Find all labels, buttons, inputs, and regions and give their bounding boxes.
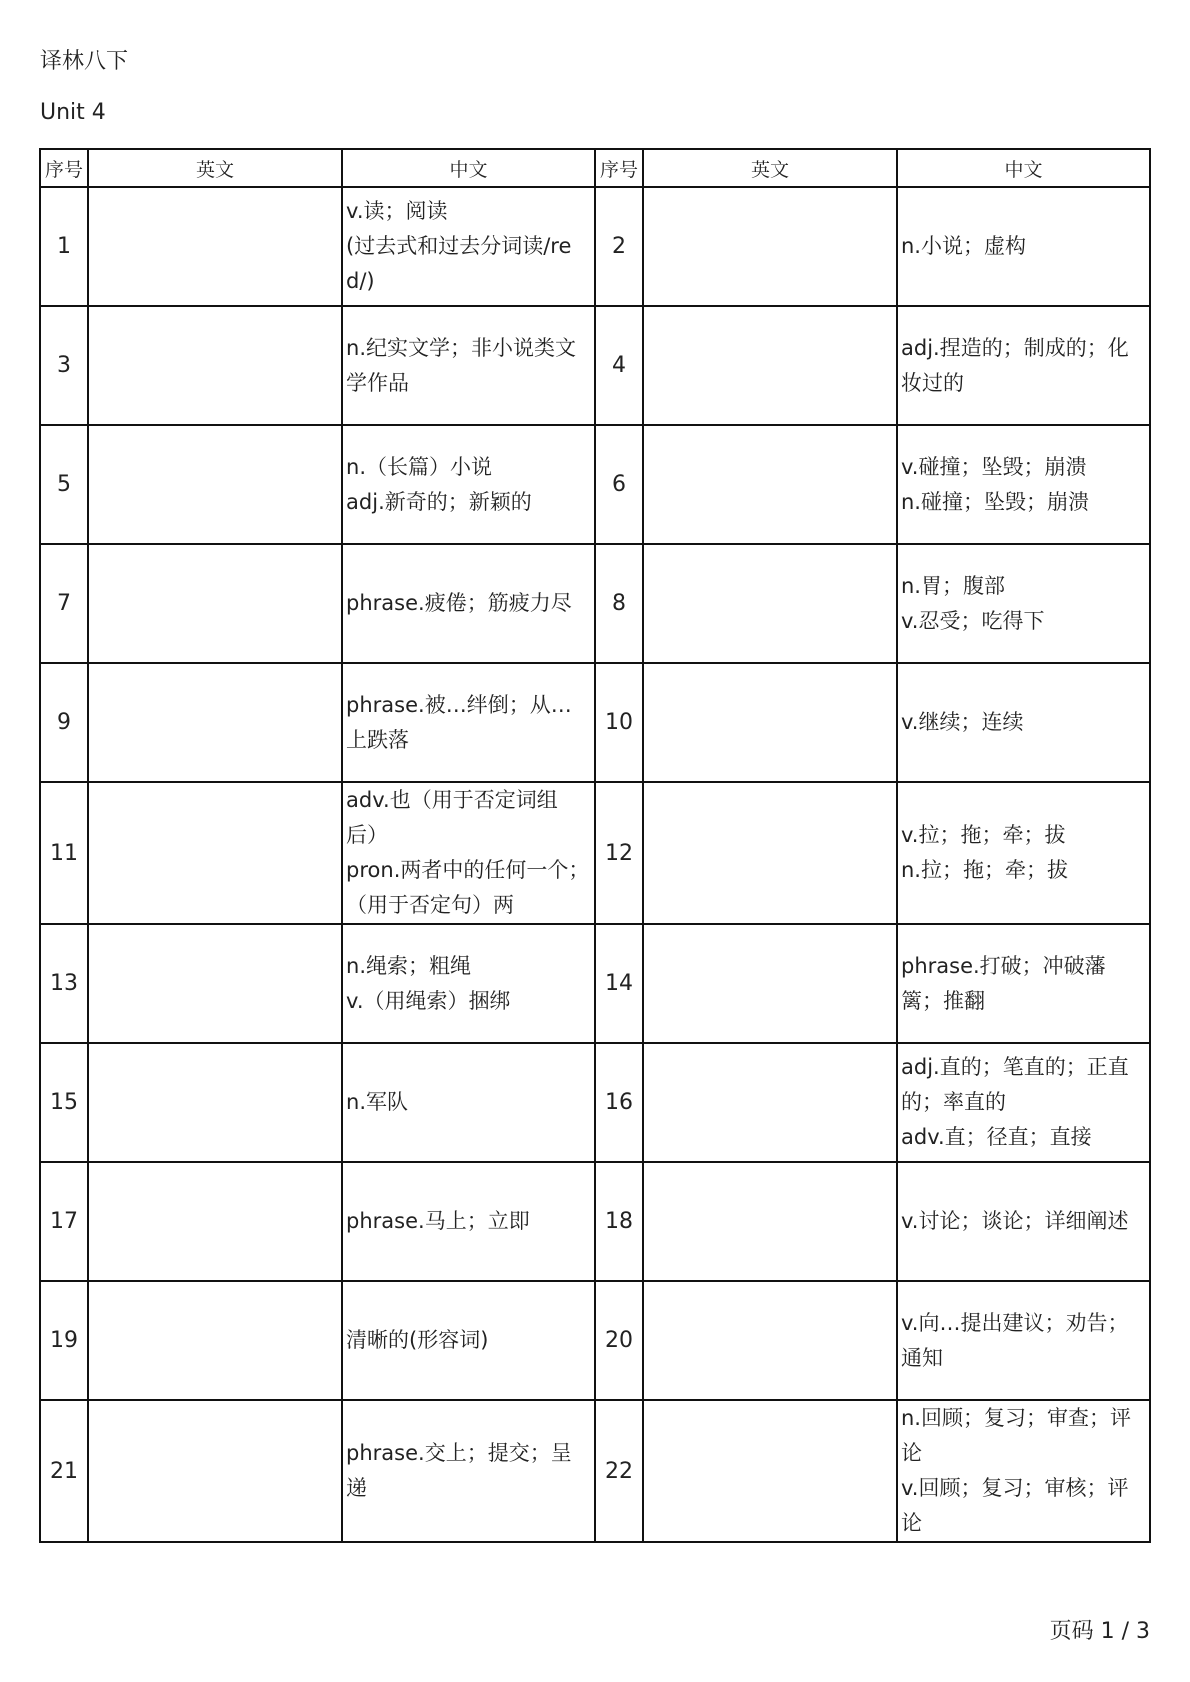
book-title: 译林八下: [40, 49, 129, 74]
chinese-meaning: n.小说；虚构: [901, 234, 1026, 258]
english-answer-cell[interactable]: [643, 1281, 897, 1400]
chinese-meaning: phrase.被…绊倒；从…上跌落: [346, 692, 572, 752]
english-answer-cell[interactable]: [643, 924, 897, 1043]
chinese-meaning-cell: [897, 1162, 1150, 1281]
chinese-meaning-cell: [342, 1162, 595, 1281]
chinese-meaning: 清晰的(形容词): [346, 1328, 489, 1352]
word-index: 2: [595, 187, 643, 306]
chinese-meaning: adj.直的；笔直的；正直的；率直的 adv.直；径直；直接: [901, 1055, 1129, 1149]
chinese-meaning: n.绳索；粗绳 v.（用绳索）捆绑: [346, 953, 511, 1013]
table-row: [40, 1400, 1150, 1542]
word-index: 13: [40, 924, 88, 1043]
english-answer-cell[interactable]: [643, 306, 897, 425]
word-index: 14: [595, 924, 643, 1043]
chinese-meaning: v.碰撞；坠毁；崩溃 n.碰撞；坠毁；崩溃: [901, 454, 1089, 514]
english-answer-cell[interactable]: [88, 187, 342, 306]
table-row: [40, 306, 1150, 425]
word-index: 5: [40, 425, 88, 544]
word-index: 8: [595, 544, 643, 663]
word-index: 10: [595, 663, 643, 782]
english-answer-cell[interactable]: [643, 1043, 897, 1162]
english-answer-cell[interactable]: [88, 306, 342, 425]
english-answer-cell[interactable]: [88, 782, 342, 924]
english-answer-cell[interactable]: [88, 1043, 342, 1162]
chinese-meaning-cell: [342, 663, 595, 782]
table-row: [40, 1162, 1150, 1281]
header-chinese: 中文: [342, 149, 595, 187]
chinese-meaning-cell: [897, 782, 1150, 924]
word-index: 15: [40, 1043, 88, 1162]
word-index: 17: [40, 1162, 88, 1281]
chinese-meaning: n.胃；腹部 v.忍受；吃得下: [901, 573, 1045, 633]
english-answer-cell[interactable]: [643, 1162, 897, 1281]
english-answer-cell[interactable]: [643, 544, 897, 663]
english-answer-cell[interactable]: [88, 1400, 342, 1542]
word-index: 1: [40, 187, 88, 306]
chinese-meaning-cell: [897, 544, 1150, 663]
chinese-meaning-cell: [342, 187, 595, 306]
chinese-meaning-cell: [342, 306, 595, 425]
word-index: 12: [595, 782, 643, 924]
table-row: [40, 1043, 1150, 1162]
chinese-meaning-cell: [342, 782, 595, 924]
chinese-meaning: n.（长篇）小说 adj.新奇的；新颖的: [346, 454, 532, 514]
english-answer-cell[interactable]: [643, 663, 897, 782]
chinese-meaning-cell: [897, 1400, 1150, 1542]
english-answer-cell[interactable]: [88, 1162, 342, 1281]
chinese-meaning: n.纪实文学；非小说类文学作品: [346, 335, 577, 395]
chinese-meaning-cell: [897, 1281, 1150, 1400]
chinese-meaning-cell: [897, 924, 1150, 1043]
word-index: 11: [40, 782, 88, 924]
word-index: 18: [595, 1162, 643, 1281]
vocabulary-table: [39, 148, 1151, 1543]
page-number: 页码 1 / 3: [1049, 1619, 1150, 1644]
table-row: [40, 663, 1150, 782]
chinese-meaning: v.讨论；谈论；详细阐述: [901, 1209, 1129, 1233]
chinese-meaning-cell: [342, 1281, 595, 1400]
unit-title: Unit 4: [40, 100, 106, 125]
english-answer-cell[interactable]: [643, 1400, 897, 1542]
chinese-meaning: adj.捏造的；制成的；化妆过的: [901, 335, 1129, 395]
chinese-meaning: phrase.疲倦；筋疲力尽: [346, 591, 572, 615]
chinese-meaning-cell: [342, 924, 595, 1043]
english-answer-cell[interactable]: [88, 1281, 342, 1400]
table-row: [40, 782, 1150, 924]
chinese-meaning-cell: [342, 1400, 595, 1542]
word-index: 21: [40, 1400, 88, 1542]
chinese-meaning: v.继续；连续: [901, 710, 1024, 734]
header-index: 序号: [40, 149, 88, 187]
chinese-meaning: n.回顾；复习；审查；评论 v.回顾；复习；审核；评论: [901, 1406, 1131, 1535]
chinese-meaning-cell: [342, 1043, 595, 1162]
english-answer-cell[interactable]: [643, 425, 897, 544]
english-answer-cell[interactable]: [643, 187, 897, 306]
chinese-meaning: phrase.打破；冲破藩篱；推翻: [901, 953, 1106, 1013]
chinese-meaning-cell: [897, 187, 1150, 306]
header-english: 英文: [643, 149, 897, 187]
word-index: 9: [40, 663, 88, 782]
header-chinese: 中文: [897, 149, 1150, 187]
table-row: [40, 1281, 1150, 1400]
table-row: [40, 924, 1150, 1043]
table-row: [40, 425, 1150, 544]
chinese-meaning: phrase.交上；提交；呈递: [346, 1441, 572, 1500]
chinese-meaning: phrase.马上；立即: [346, 1209, 530, 1233]
chinese-meaning-cell: [897, 425, 1150, 544]
word-index: 19: [40, 1281, 88, 1400]
word-index: 16: [595, 1043, 643, 1162]
english-answer-cell[interactable]: [643, 782, 897, 924]
word-index: 6: [595, 425, 643, 544]
english-answer-cell[interactable]: [88, 544, 342, 663]
header-index: 序号: [595, 149, 643, 187]
english-answer-cell[interactable]: [88, 425, 342, 544]
word-index: 3: [40, 306, 88, 425]
table-row: [40, 187, 1150, 306]
chinese-meaning: v.读；阅读 (过去式和过去分词读/red/): [346, 199, 572, 293]
word-index: 4: [595, 306, 643, 425]
chinese-meaning: adv.也（用于否定词组后） pron.两者中的任何一个；（用于否定句）两: [346, 788, 590, 917]
chinese-meaning-cell: [897, 306, 1150, 425]
chinese-meaning-cell: [342, 425, 595, 544]
chinese-meaning-cell: [897, 1043, 1150, 1162]
chinese-meaning: n.军队: [346, 1090, 409, 1114]
english-answer-cell[interactable]: [88, 924, 342, 1043]
chinese-meaning: v.向…提出建议；劝告；通知: [901, 1310, 1129, 1370]
table-header-row: [40, 149, 1150, 187]
chinese-meaning-cell: [342, 544, 595, 663]
chinese-meaning-cell: [897, 663, 1150, 782]
english-answer-cell[interactable]: [88, 663, 342, 782]
word-index: 20: [595, 1281, 643, 1400]
word-index: 22: [595, 1400, 643, 1542]
word-index: 7: [40, 544, 88, 663]
table-row: [40, 544, 1150, 663]
header-english: 英文: [88, 149, 342, 187]
chinese-meaning: v.拉；拖；牵；拔 n.拉；拖；牵；拔: [901, 823, 1068, 882]
